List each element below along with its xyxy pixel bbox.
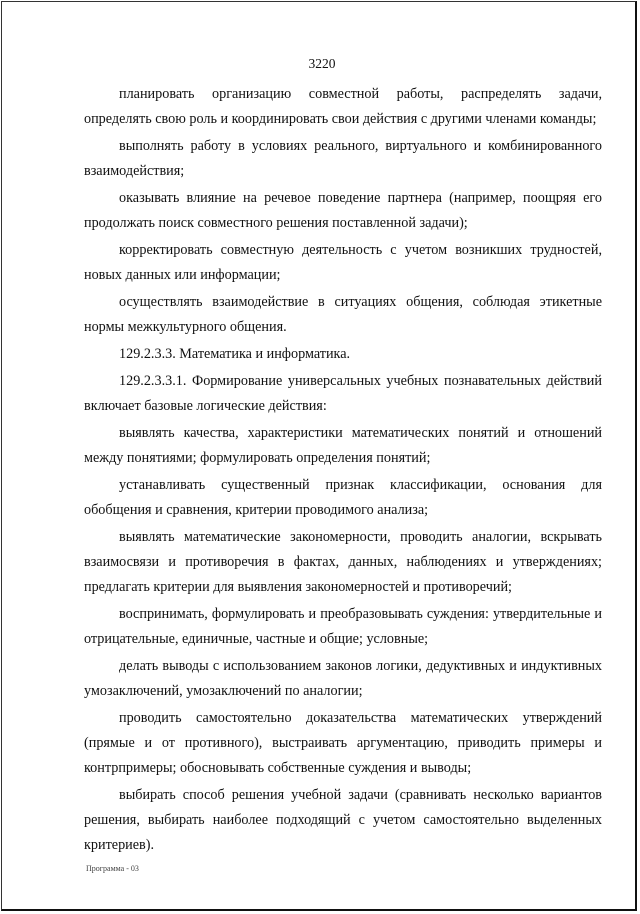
document-body: [84, 82, 602, 860]
paragraph: выполнять работу в условиях реального, виртуального и комбинированного взаимодействия;: [84, 138, 602, 179]
paragraph: выявлять математические закономерности, проводить аналогии, вскрывать взаимосвязи и противоречия в фактах, данных, наблюдениях и утверждениях; предлагать критерии для выявления закономерностей и противоречий;: [84, 529, 602, 595]
paragraph: устанавливать существенный признак классификации, основания для обобщения и сравнения, критерии проводимого анализа;: [84, 477, 602, 518]
paragraph: проводить самостоятельно доказательства математических утверждений (прямые и от противного), выстраивать аргументацию, приводить примеры и контрпримеры; обосновывать собственные суждения и выводы;: [84, 710, 602, 776]
paragraph: осуществлять взаимодействие в ситуациях общения, соблюдая этикетные нормы межкультурного общения.: [84, 294, 602, 335]
paragraph: делать выводы с использованием законов логики, дедуктивных и индуктивных умозаключений, умозаключений по аналогии;: [84, 658, 602, 699]
page-number: 3220: [308, 56, 336, 71]
paragraph: корректировать совместную деятельность с учетом возникших трудностей, новых данных или информации;: [84, 242, 602, 283]
footer-label: Программа - 03: [86, 864, 139, 873]
paragraph: 129.2.3.3.1. Формирование универсальных учебных познавательных действий включает базовые логические действия:: [84, 373, 602, 414]
paragraph: оказывать влияние на речевое поведение партнера (например, поощряя его продолжать поиск совместного решения поставленной задачи);: [84, 190, 602, 231]
paragraph: выбирать способ решения учебной задачи (сравнивать несколько вариантов решения, выбирать наиболее подходящий с учетом самостоятельно выделенных критериев).: [84, 787, 602, 853]
paragraph: выявлять качества, характеристики математических понятий и отношений между понятиями; формулировать определения понятий;: [84, 425, 602, 466]
paragraph: воспринимать, формулировать и преобразовывать суждения: утвердительные и отрицательные, единичные, частные и общие; условные;: [84, 606, 602, 647]
section-heading: 129.2.3.3. Математика и информатика.: [119, 346, 351, 362]
document-page: [1, 1, 637, 911]
paragraph: планировать организацию совместной работы, распределять задачи, определять свою роль и координировать свои действия с другими членами команды;: [84, 86, 602, 127]
